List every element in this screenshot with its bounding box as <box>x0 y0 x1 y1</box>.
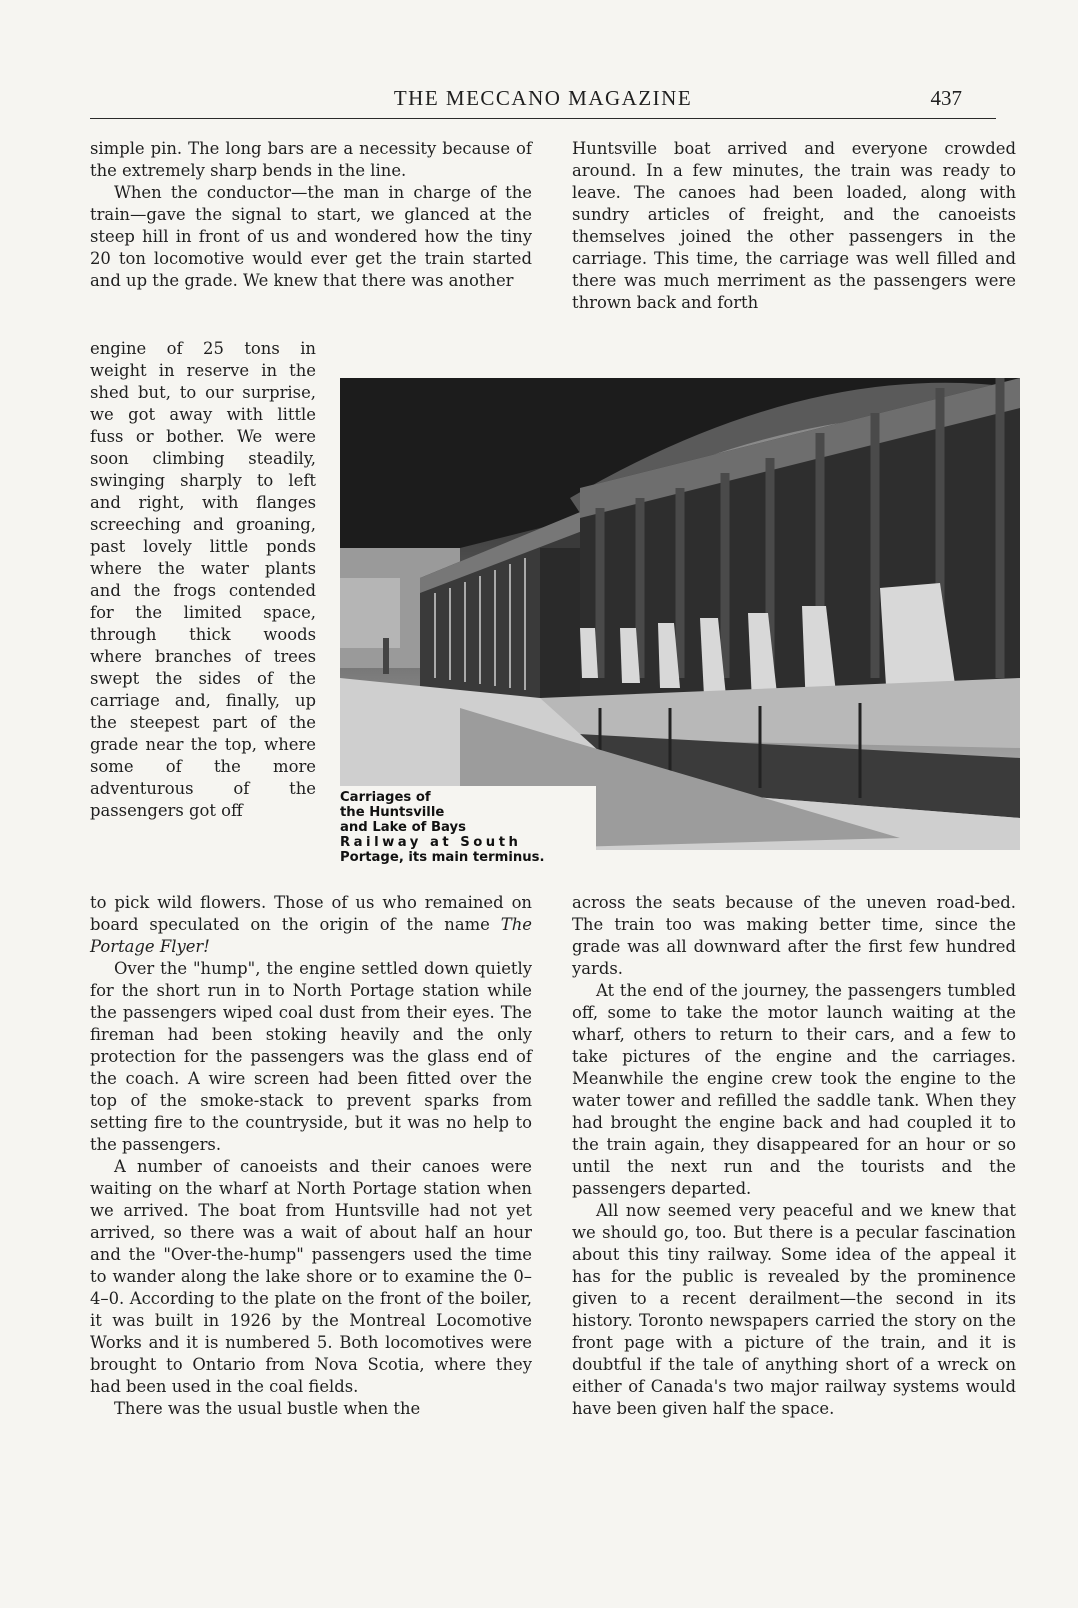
italic-title: The Portage Flyer! <box>90 915 532 956</box>
left-narrow-column <box>90 338 316 822</box>
paragraph: engine of 25 tons in weight in reserve in the shed but, to our surprise, we got away with little fuss or bother. We were soon climbing steadily, swinging sharply to left and right, with flanges screeching and groaning, past lovely little ponds where the water plants and the frogs contended for the limited space, through thick woods where branches of trees swept the sides of the carriage and, finally, up the steepest part of the grade near the top, where some of the more adventurous of the passengers got off <box>90 339 316 820</box>
railway-carriages-photo <box>340 378 1020 850</box>
caption-line: Carriages of <box>340 790 431 805</box>
paragraph-text: to pick wild flowers. Those of us who remained on board speculated on the origin of the name <box>90 893 532 934</box>
left-column-top <box>90 138 532 292</box>
paragraph: At the end of the journey, the passengers tumbled off, some to take the motor launch waiting at the wharf, others to return to their cars, and a few to take pictures of the engine and the carriages. Meanwhile the engine crew took the engine to the water tower and refilled the saddle tank. When they had brought the engine back and had coupled it to the train again, they disappeared for an hour or so until the next run and the tourists and the passengers departed. <box>572 981 1016 1198</box>
paragraph: There was the usual bustle when the <box>114 1399 421 1418</box>
left-column-bottom <box>90 892 532 1420</box>
magazine-title: THE MECCANO MAGAZINE <box>393 86 693 110</box>
paragraph: across the seats because of the uneven road-bed. The train too was making better time, since the grade was all downward after the first few hundred yards. <box>572 893 1016 978</box>
caption-line: Portage, its main terminus. <box>340 850 545 865</box>
right-column-bottom <box>572 892 1016 1420</box>
caption-line: and Lake of Bays <box>340 820 466 835</box>
caption-line: Railway at South <box>340 835 522 850</box>
right-column-top <box>572 138 1016 314</box>
paragraph: All now seemed very peaceful and we knew that we should go, too. But there is a pecular fascination about this tiny railway. Some idea of the appeal it has for the public is revealed by the prominence given to a recent derailment—the second in its history. Toronto newspapers carried the story on the front page with a picture of the train, and it is doubtful if the tale of anything short of a wreck on either of Canada's two major railway systems would have been given half the space. <box>572 1201 1016 1418</box>
page-header <box>90 84 996 119</box>
paragraph <box>90 892 532 958</box>
paragraph: Huntsville boat arrived and everyone crowded around. In a few minutes, the train was ready to leave. The canoes had been loaded, along with sundry articles of freight, and the canoeists themselves joined the other passengers in the carriage. This time, the carriage was well filled and there was much merriment as the passengers were thrown back and forth <box>572 139 1016 312</box>
paragraph: When the conductor—the man in charge of the train—gave the signal to start, we glanced at the steep hill in front of us and wondered how the tiny 20 ton locomotive would ever get the train started and up the grade. We knew that there was another <box>90 183 532 290</box>
page-number: 437 <box>930 86 962 110</box>
caption-line: the Huntsville <box>340 805 445 820</box>
paragraph: simple pin. The long bars are a necessity because of the extremely sharp bends in the line. <box>90 139 532 180</box>
photo-illustration <box>340 378 1020 850</box>
paragraph: A number of canoeists and their canoes were waiting on the wharf at North Portage station when we arrived. The boat from Huntsville had not yet arrived, so there was a wait of about half an hour and the "Over-the-hump" passengers used the time to wander along the lake shore or to examine the 0–4–0. According to the plate on the front of the boiler, it was built in 1926 by the Montreal Locomotive Works and it is numbered 5. Both locomotives were brought to Ontario from Nova Scotia, where they had been used in the coal fields. <box>90 1157 532 1396</box>
paragraph: Over the "hump", the engine settled down quietly for the short run in to North Portage station while the passengers wiped coal dust from their eyes. The fireman had been stoking heavily and the only protection for the passengers was the glass end of the coach. A wire screen had been fitted over the top of the smoke-stack to prevent sparks from setting fire to the countryside, but it was no help to the passengers. <box>90 959 532 1154</box>
photo-caption <box>338 786 596 869</box>
